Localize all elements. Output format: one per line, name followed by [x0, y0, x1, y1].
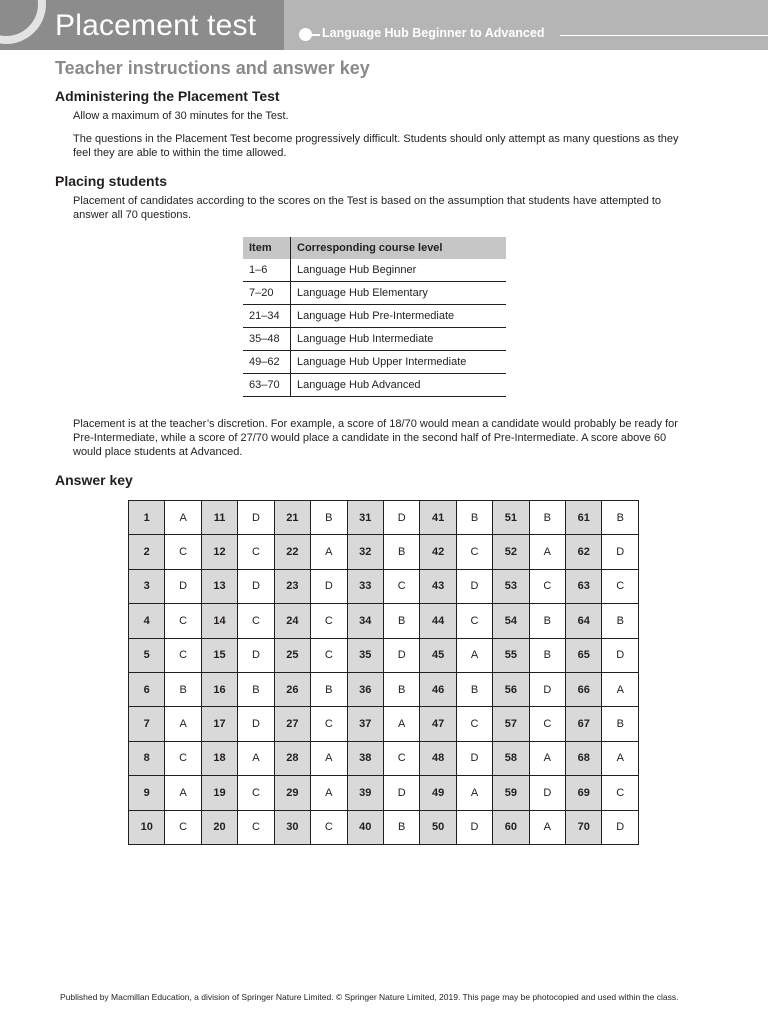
- answer-letter-cell: B: [456, 501, 492, 535]
- answer-key-heading: Answer key: [55, 472, 133, 488]
- answer-letter-cell: B: [383, 604, 419, 638]
- answer-letter-cell: B: [311, 501, 347, 535]
- answer-letter-cell: C: [238, 604, 274, 638]
- answer-letter-cell: B: [602, 604, 639, 638]
- answer-letter-cell: C: [529, 569, 565, 603]
- question-number-cell: 64: [566, 604, 602, 638]
- answer-letter-cell: C: [311, 707, 347, 741]
- answer-letter-cell: B: [311, 672, 347, 706]
- footer-copyright: Published by Macmillan Education, a division of Springer Nature Limited. © Springer Nature Limited, 2019. This page may be photocopied and used within the class.: [60, 992, 679, 1002]
- answer-letter-cell: D: [238, 638, 274, 672]
- answer-letter-cell: A: [165, 501, 201, 535]
- answer-letter-cell: C: [311, 604, 347, 638]
- page-title: Placement test: [55, 9, 257, 42]
- question-number-cell: 21: [274, 501, 310, 535]
- answer-letter-cell: A: [238, 741, 274, 775]
- question-number-cell: 53: [493, 569, 529, 603]
- answer-letter-cell: A: [529, 810, 565, 844]
- answer-letter-cell: D: [602, 535, 639, 569]
- course-level-row: [243, 374, 506, 397]
- title-block: [0, 0, 284, 50]
- answer-letter-cell: B: [383, 810, 419, 844]
- answer-letter-cell: A: [602, 741, 639, 775]
- answer-letter-cell: B: [529, 501, 565, 535]
- question-number-cell: 41: [420, 501, 456, 535]
- column-header-item: Item: [243, 237, 291, 259]
- question-number-cell: 28: [274, 741, 310, 775]
- course-level-cell: Language Hub Upper Intermediate: [291, 351, 507, 374]
- answer-letter-cell: C: [456, 707, 492, 741]
- answer-letter-cell: A: [165, 776, 201, 810]
- answer-letter-cell: C: [165, 535, 201, 569]
- answer-letter-cell: B: [529, 638, 565, 672]
- answer-letter-cell: C: [311, 810, 347, 844]
- question-number-cell: 20: [201, 810, 237, 844]
- question-number-cell: 38: [347, 741, 383, 775]
- answer-letter-cell: B: [602, 501, 639, 535]
- question-number-cell: 3: [129, 569, 165, 603]
- answer-letter-cell: B: [165, 672, 201, 706]
- answer-letter-cell: B: [383, 672, 419, 706]
- answer-letter-cell: B: [238, 672, 274, 706]
- item-range-cell: 35–48: [243, 328, 291, 351]
- item-range-cell: 1–6: [243, 259, 291, 282]
- answer-key-row: [129, 776, 639, 810]
- answer-letter-cell: C: [456, 604, 492, 638]
- question-number-cell: 54: [493, 604, 529, 638]
- answer-key-row: [129, 810, 639, 844]
- answer-letter-cell: C: [165, 741, 201, 775]
- question-number-cell: 18: [201, 741, 237, 775]
- answer-letter-cell: A: [165, 707, 201, 741]
- answer-letter-cell: A: [383, 707, 419, 741]
- question-number-cell: 69: [566, 776, 602, 810]
- placing-heading: Placing students: [55, 173, 168, 189]
- question-number-cell: 55: [493, 638, 529, 672]
- answer-key-rows: [129, 501, 639, 845]
- course-level-cell: Language Hub Pre-Intermediate: [291, 305, 507, 328]
- answer-letter-cell: D: [238, 501, 274, 535]
- answer-letter-cell: D: [602, 638, 639, 672]
- administering-paragraph-1: Allow a maximum of 30 minutes for the Test.: [73, 110, 289, 122]
- answer-letter-cell: A: [529, 535, 565, 569]
- course-level-row: [243, 259, 506, 282]
- question-number-cell: 12: [201, 535, 237, 569]
- question-number-cell: 58: [493, 741, 529, 775]
- answer-key-row: [129, 604, 639, 638]
- answer-key-table: [128, 500, 639, 845]
- question-number-cell: 47: [420, 707, 456, 741]
- series-title: Language Hub Beginner to Advanced: [322, 26, 545, 40]
- question-number-cell: 40: [347, 810, 383, 844]
- answer-letter-cell: A: [602, 672, 639, 706]
- course-level-cell: Language Hub Beginner: [291, 259, 507, 282]
- item-range-cell: 63–70: [243, 374, 291, 397]
- answer-letter-cell: D: [529, 672, 565, 706]
- answer-letter-cell: D: [238, 707, 274, 741]
- question-number-cell: 32: [347, 535, 383, 569]
- course-level-row: [243, 328, 506, 351]
- question-number-cell: 15: [201, 638, 237, 672]
- answer-letter-cell: C: [383, 741, 419, 775]
- answer-letter-cell: D: [602, 810, 639, 844]
- question-number-cell: 17: [201, 707, 237, 741]
- answer-letter-cell: B: [383, 535, 419, 569]
- section-subtitle: Teacher instructions and answer key: [55, 58, 370, 78]
- question-number-cell: 52: [493, 535, 529, 569]
- answer-letter-cell: D: [165, 569, 201, 603]
- answer-letter-cell: C: [602, 569, 639, 603]
- question-number-cell: 66: [566, 672, 602, 706]
- question-number-cell: 6: [129, 672, 165, 706]
- question-number-cell: 61: [566, 501, 602, 535]
- answer-letter-cell: C: [238, 535, 274, 569]
- answer-letter-cell: A: [311, 535, 347, 569]
- answer-letter-cell: D: [456, 810, 492, 844]
- question-number-cell: 27: [274, 707, 310, 741]
- answer-key-row: [129, 638, 639, 672]
- course-level-row: [243, 282, 506, 305]
- question-number-cell: 1: [129, 501, 165, 535]
- question-number-cell: 68: [566, 741, 602, 775]
- question-number-cell: 50: [420, 810, 456, 844]
- answer-key-row: [129, 535, 639, 569]
- question-number-cell: 30: [274, 810, 310, 844]
- question-number-cell: 42: [420, 535, 456, 569]
- answer-letter-cell: B: [602, 707, 639, 741]
- item-range-cell: 7–20: [243, 282, 291, 305]
- question-number-cell: 13: [201, 569, 237, 603]
- course-level-row: [243, 305, 506, 328]
- header-band: [0, 0, 768, 50]
- question-number-cell: 25: [274, 638, 310, 672]
- answer-letter-cell: C: [529, 707, 565, 741]
- question-number-cell: 46: [420, 672, 456, 706]
- item-range-cell: 21–34: [243, 305, 291, 328]
- item-range-cell: 49–62: [243, 351, 291, 374]
- question-number-cell: 11: [201, 501, 237, 535]
- course-level-row: [243, 351, 506, 374]
- course-level-rows: [243, 259, 506, 397]
- course-level-table: [243, 237, 506, 397]
- header-rule: [560, 35, 768, 36]
- answer-letter-cell: D: [456, 741, 492, 775]
- answer-key-row: [129, 672, 639, 706]
- answer-key-row: [129, 501, 639, 535]
- placing-paragraph: Placement of candidates according to the scores on the Test is based on the assumption that students have attempted to answer all 70 questions.: [73, 195, 662, 221]
- answer-letter-cell: A: [311, 776, 347, 810]
- question-number-cell: 19: [201, 776, 237, 810]
- answer-letter-cell: A: [529, 741, 565, 775]
- question-number-cell: 7: [129, 707, 165, 741]
- question-number-cell: 9: [129, 776, 165, 810]
- discretion-paragraph: Placement is at the teacher’s discretion. For example, a score of 18/70 would mean a candidate would probably be ready for Pre-Intermediate, while a score of 27/70 would place a candidate in the second half of Pre-Intermediate. A score above 60 would place students at Advanced.: [73, 418, 678, 458]
- answer-letter-cell: A: [311, 741, 347, 775]
- bullet-dash: [311, 34, 320, 36]
- question-number-cell: 48: [420, 741, 456, 775]
- answer-letter-cell: C: [238, 776, 274, 810]
- question-number-cell: 33: [347, 569, 383, 603]
- answer-letter-cell: C: [165, 810, 201, 844]
- question-number-cell: 36: [347, 672, 383, 706]
- question-number-cell: 5: [129, 638, 165, 672]
- answer-key-row: [129, 741, 639, 775]
- course-level-cell: Language Hub Advanced: [291, 374, 507, 397]
- question-number-cell: 34: [347, 604, 383, 638]
- answer-letter-cell: C: [602, 776, 639, 810]
- answer-key-row: [129, 569, 639, 603]
- answer-letter-cell: D: [383, 776, 419, 810]
- administering-heading: Administering the Placement Test: [55, 88, 280, 104]
- answer-letter-cell: A: [456, 776, 492, 810]
- question-number-cell: 24: [274, 604, 310, 638]
- question-number-cell: 8: [129, 741, 165, 775]
- question-number-cell: 57: [493, 707, 529, 741]
- corner-circle-decoration: [0, 0, 46, 44]
- question-number-cell: 44: [420, 604, 456, 638]
- question-number-cell: 14: [201, 604, 237, 638]
- question-number-cell: 35: [347, 638, 383, 672]
- question-number-cell: 22: [274, 535, 310, 569]
- answer-letter-cell: C: [383, 569, 419, 603]
- question-number-cell: 43: [420, 569, 456, 603]
- question-number-cell: 70: [566, 810, 602, 844]
- question-number-cell: 59: [493, 776, 529, 810]
- answer-letter-cell: C: [165, 604, 201, 638]
- answer-letter-cell: A: [456, 638, 492, 672]
- question-number-cell: 23: [274, 569, 310, 603]
- question-number-cell: 37: [347, 707, 383, 741]
- question-number-cell: 56: [493, 672, 529, 706]
- answer-letter-cell: D: [311, 569, 347, 603]
- question-number-cell: 63: [566, 569, 602, 603]
- answer-letter-cell: C: [311, 638, 347, 672]
- question-number-cell: 26: [274, 672, 310, 706]
- answer-key-row: [129, 707, 639, 741]
- answer-letter-cell: B: [456, 672, 492, 706]
- question-number-cell: 51: [493, 501, 529, 535]
- question-number-cell: 29: [274, 776, 310, 810]
- administering-paragraph-2: The questions in the Placement Test become progressively difficult. Students should only attempt as many questions as they feel they are able to within the time allowed.: [73, 133, 679, 159]
- question-number-cell: 67: [566, 707, 602, 741]
- answer-letter-cell: D: [529, 776, 565, 810]
- answer-letter-cell: B: [529, 604, 565, 638]
- question-number-cell: 2: [129, 535, 165, 569]
- question-number-cell: 31: [347, 501, 383, 535]
- question-number-cell: 4: [129, 604, 165, 638]
- answer-letter-cell: D: [383, 638, 419, 672]
- column-header-course-level: Corresponding course level: [291, 237, 507, 259]
- question-number-cell: 62: [566, 535, 602, 569]
- course-level-cell: Language Hub Intermediate: [291, 328, 507, 351]
- question-number-cell: 39: [347, 776, 383, 810]
- answer-letter-cell: D: [456, 569, 492, 603]
- question-number-cell: 60: [493, 810, 529, 844]
- answer-letter-cell: C: [165, 638, 201, 672]
- question-number-cell: 16: [201, 672, 237, 706]
- question-number-cell: 65: [566, 638, 602, 672]
- answer-letter-cell: D: [238, 569, 274, 603]
- answer-letter-cell: D: [383, 501, 419, 535]
- answer-letter-cell: C: [456, 535, 492, 569]
- course-level-cell: Language Hub Elementary: [291, 282, 507, 305]
- question-number-cell: 49: [420, 776, 456, 810]
- answer-letter-cell: C: [238, 810, 274, 844]
- question-number-cell: 45: [420, 638, 456, 672]
- course-level-header-row: [243, 237, 506, 259]
- question-number-cell: 10: [129, 810, 165, 844]
